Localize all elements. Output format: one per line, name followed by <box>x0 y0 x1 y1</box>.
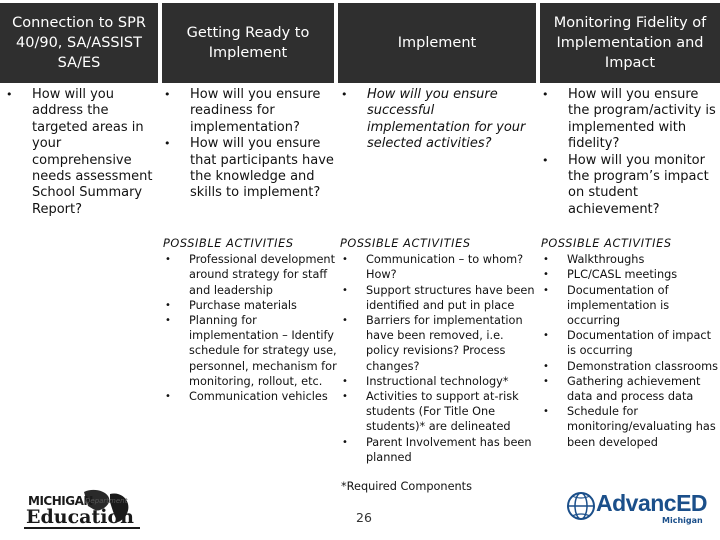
activity-item: • Activities to support at-risk students (For Title One students)* are delineated <box>366 389 536 435</box>
activity-item: • Parent Involvement has been planned <box>366 435 536 465</box>
globe-icon <box>566 486 596 526</box>
activity-item: • Support structures have been identified and put in place <box>366 283 536 313</box>
header-monitoring: Monitoring Fidelity of Implementation and Impact <box>540 3 720 83</box>
activity-item: • Documentation of implementation is occurring <box>567 283 720 329</box>
page-number: 26 <box>356 510 372 525</box>
activity-item: • Planning for implementation – Identify schedule for strategy use, personnel, mechanism for monitoring, rollout, etc. <box>189 313 341 389</box>
activity-item: • Schedule for monitoring/evaluating has been developed <box>567 404 720 450</box>
questions-getting-ready <box>190 87 338 202</box>
question-item: • How will you ensure that participants have the knowledge and skills to implement? <box>190 136 338 202</box>
activity-item: • Instructional technology* <box>366 374 536 389</box>
activities-title: POSSIBLE ACTIVITIES <box>541 237 672 250</box>
question-item: • How will you ensure readiness for implementation? <box>190 87 338 136</box>
activity-item: • Purchase materials <box>189 298 341 313</box>
activity-item: • Communication – to whom? How? <box>366 252 536 282</box>
activities-title: POSSIBLE ACTIVITIES <box>163 237 294 250</box>
questions-monitoring <box>568 87 718 218</box>
header-row <box>0 0 720 86</box>
activity-item: • PLC/CASL meetings <box>567 267 720 282</box>
activity-item: • Documentation of impact is occurring <box>567 328 720 358</box>
activity-item: • Communication vehicles <box>189 389 341 404</box>
questions-implement <box>367 87 539 153</box>
advanced-logo <box>566 482 716 532</box>
activities-implement <box>340 236 536 465</box>
activity-item: • Gathering achievement data and process data <box>567 374 720 404</box>
question-item: • How will you ensure successful implementation for your selected activities? <box>367 87 539 153</box>
michigan-education-wordmark: Education <box>26 506 134 528</box>
advanced-wordmark: AdvancED <box>596 490 708 516</box>
advanced-michigan: Michigan <box>662 516 703 525</box>
activities-title: POSSIBLE ACTIVITIES <box>340 237 471 250</box>
questions-connection <box>32 87 160 218</box>
question-item: • How will you ensure the program/activity is implemented with fidelity? <box>568 87 718 153</box>
header-implement: Implement <box>338 3 536 83</box>
question-item: • How will you address the targeted areas in your comprehensive needs assessment School Summary Report? <box>32 87 160 218</box>
activity-item: • Professional development around strategy for staff and leadership <box>189 252 341 298</box>
required-note: *Required Components <box>341 480 472 493</box>
activity-item: • Walkthroughs <box>567 252 720 267</box>
activity-item: • Demonstration classrooms <box>567 359 720 374</box>
activities-monitoring <box>541 236 720 450</box>
activity-item: • Barriers for implementation have been removed, i.e. policy revisions? Process changes? <box>366 313 536 374</box>
michigan-department: Department <box>85 497 128 505</box>
question-item: • How will you monitor the program’s impact on student achievement? <box>568 153 718 219</box>
header-connection: Connection to SPR 40/90, SA/ASSIST SA/ES <box>0 3 158 83</box>
header-getting-ready: Getting Ready to Implement <box>162 3 334 83</box>
michigan-wordmark: MICHIGAN <box>28 494 93 508</box>
michigan-education-logo <box>22 488 142 530</box>
activities-getting-ready <box>163 236 341 404</box>
